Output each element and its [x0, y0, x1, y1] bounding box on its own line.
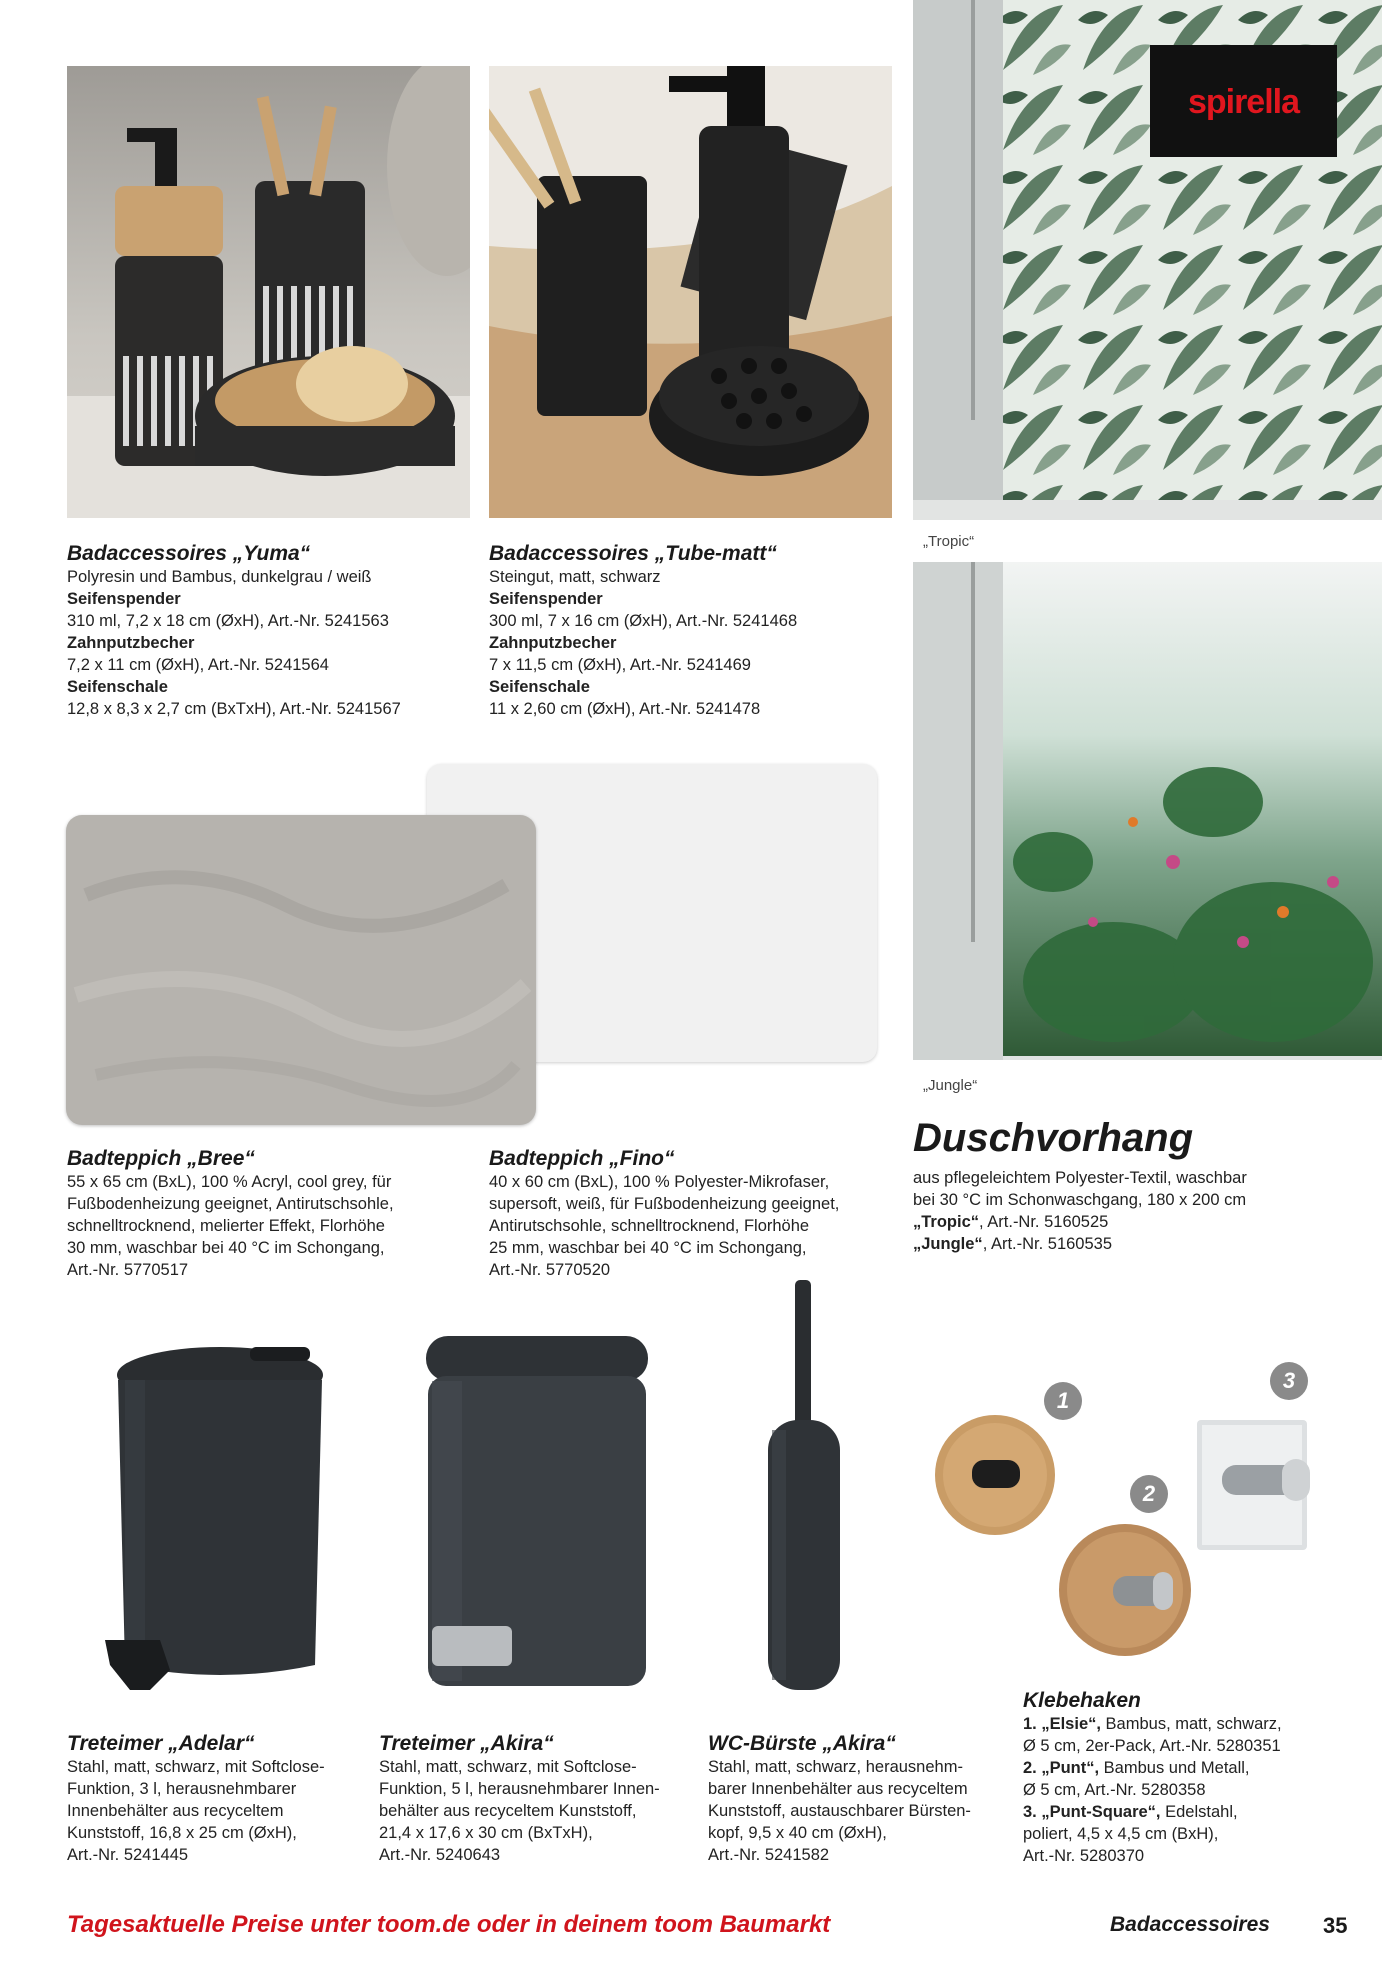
fino-line-4: Art.-Nr. 5770520 — [489, 1261, 611, 1279]
yuma-line-1: Seifenspender — [67, 590, 181, 608]
fino-line-2: Antirutschsohle, schnelltrocknend, Florhöhe — [489, 1217, 810, 1235]
akira-bin-photo — [418, 1336, 658, 1701]
bree-line-2: schnelltrocknend, melierter Effekt, Florhöhe — [67, 1217, 385, 1235]
fino-text — [489, 1147, 889, 1281]
akira-bin-line-0: Stahl, matt, schwarz, mit Softclose- — [379, 1758, 637, 1776]
adelar-text — [67, 1732, 367, 1866]
fino-desc — [489, 1171, 889, 1281]
klebehaken-desc — [1023, 1713, 1363, 1867]
bree-line-1: Fußbodenheizung geeignet, Antirutschsohle, — [67, 1195, 394, 1213]
yuma-line-5: Seifenschale — [67, 678, 168, 696]
tube-desc — [489, 566, 889, 720]
akira-brush-title: WC-Bürste „Akira“ — [708, 1732, 896, 1755]
adelar-desc — [67, 1756, 367, 1866]
akira-brush-line-2: Kunststoff, austauschbarer Bürsten- — [708, 1802, 971, 1820]
klebehaken-line-0 — [1023, 1713, 1363, 1735]
duschvorhang-line-1: bei 30 °C im Schonwaschgang, 180 x 200 cm — [913, 1191, 1247, 1209]
punt-square-name: 3. „Punt-Square“, — [1023, 1803, 1161, 1821]
klebehaken-text — [1023, 1689, 1363, 1867]
adelar-bin-photo — [100, 1345, 340, 1700]
jungle-curtain-photo — [913, 562, 1382, 1060]
jungle-artnr: , Art.-Nr. 5160535 — [982, 1235, 1113, 1253]
akira-brush-line-0: Stahl, matt, schwarz, herausnehm- — [708, 1758, 963, 1776]
tube-line-0: Steingut, matt, schwarz — [489, 568, 661, 586]
akira-bin-desc — [379, 1756, 689, 1866]
elsie-desc: Bambus, matt, schwarz, — [1100, 1715, 1282, 1733]
punt-square-hook-photo — [1192, 1415, 1317, 1555]
footer-price-note: Tagesaktuelle Preise unter toom.de oder in deinem toom Baumarkt — [67, 1911, 831, 1938]
duschvorhang-desc — [913, 1167, 1373, 1255]
page-number: 35 — [1323, 1913, 1348, 1938]
jungle-name: „Jungle“ — [913, 1235, 983, 1253]
adelar-line-4: Art.-Nr. 5241445 — [67, 1846, 189, 1864]
akira-brush-line-4: Art.-Nr. 5241582 — [708, 1846, 830, 1864]
yuma-line-4: 7,2 x 11 cm (ØxH), Art.-Nr. 5241564 — [67, 656, 329, 674]
hook-badge-2: 2 — [1130, 1475, 1168, 1513]
akira-bin-title: Treteimer „Akira“ — [379, 1732, 554, 1755]
yuma-line-0: Polyresin und Bambus, dunkelgrau / weiß — [67, 568, 372, 586]
akira-brush-photo — [760, 1280, 850, 1700]
tube-line-5: Seifenschale — [489, 678, 590, 696]
hook-badge-1: 1 — [1044, 1382, 1082, 1420]
tropic-artnr: , Art.-Nr. 5160525 — [979, 1213, 1109, 1231]
akira-brush-text — [708, 1732, 1008, 1866]
akira-bin-line-1: Funktion, 5 l, herausnehmbarer Innen- — [379, 1780, 660, 1798]
bree-desc — [67, 1171, 467, 1281]
adelar-title: Treteimer „Adelar“ — [67, 1732, 255, 1755]
punt-square-desc: Edelstahl, — [1160, 1803, 1238, 1821]
punt-desc: Bambus und Metall, — [1099, 1759, 1250, 1777]
fino-line-1: supersoft, weiß, für Fußbodenheizung geeignet, — [489, 1195, 840, 1213]
klebehaken-line-2 — [1023, 1757, 1363, 1779]
duschvorhang-text — [913, 1115, 1373, 1255]
duschvorhang-line-3 — [913, 1233, 1373, 1255]
yuma-line-3: Zahnputzbecher — [67, 634, 195, 652]
akira-bin-line-3: 21,4 x 17,6 x 30 cm (BxTxH), — [379, 1824, 593, 1842]
tube-line-1: Seifenspender — [489, 590, 603, 608]
klebehaken-line-6: Art.-Nr. 5280370 — [1023, 1847, 1145, 1865]
jungle-caption: „Jungle“ — [923, 1077, 978, 1094]
tube-line-3: Zahnputzbecher — [489, 634, 617, 652]
tube-matt-photo — [489, 66, 892, 518]
klebehaken-line-5: poliert, 4,5 x 4,5 cm (BxH), — [1023, 1825, 1219, 1843]
akira-bin-line-4: Art.-Nr. 5240643 — [379, 1846, 501, 1864]
yuma-title: Badaccessoires „Yuma“ — [67, 542, 311, 565]
klebehaken-line-3: Ø 5 cm, Art.-Nr. 5280358 — [1023, 1781, 1206, 1799]
klebehaken-title: Klebehaken — [1023, 1689, 1141, 1712]
klebehaken-line-4 — [1023, 1801, 1363, 1823]
tube-title: Badaccessoires „Tube-matt“ — [489, 542, 777, 565]
punt-name: 2. „Punt“, — [1023, 1759, 1100, 1777]
tropic-name: „Tropic“ — [913, 1213, 980, 1231]
tube-text — [489, 542, 889, 720]
duschvorhang-line-2 — [913, 1211, 1373, 1233]
klebehaken-line-1: Ø 5 cm, 2er-Pack, Art.-Nr. 5280351 — [1023, 1737, 1281, 1755]
adelar-line-2: Innenbehälter aus recyceltem — [67, 1802, 284, 1820]
adelar-line-0: Stahl, matt, schwarz, mit Softclose- — [67, 1758, 325, 1776]
bree-line-4: Art.-Nr. 5770517 — [67, 1261, 189, 1279]
adelar-line-3: Kunststoff, 16,8 x 25 cm (ØxH), — [67, 1824, 297, 1842]
hook-badge-3: 3 — [1270, 1362, 1308, 1400]
fino-line-0: 40 x 60 cm (BxL), 100 % Polyester-Mikrofaser, — [489, 1173, 830, 1191]
yuma-desc — [67, 566, 467, 720]
akira-brush-line-3: kopf, 9,5 x 40 cm (ØxH), — [708, 1824, 887, 1842]
punt-hook-photo — [1055, 1520, 1195, 1660]
duschvorhang-title: Duschvorhang — [913, 1116, 1194, 1160]
elsie-name: 1. „Elsie“, — [1023, 1715, 1101, 1733]
duschvorhang-line-0: aus pflegeleichtem Polyester-Textil, waschbar — [913, 1169, 1247, 1187]
fino-line-3: 25 mm, waschbar bei 40 °C im Schongang, — [489, 1239, 807, 1257]
bree-line-3: 30 mm, waschbar bei 40 °C im Schongang, — [67, 1239, 385, 1257]
footer-section: Badaccessoires — [1110, 1913, 1270, 1936]
tube-line-6: 11 x 2,60 cm (ØxH), Art.-Nr. 5241478 — [489, 700, 761, 718]
yuma-line-6: 12,8 x 8,3 x 2,7 cm (BxTxH), Art.-Nr. 5241567 — [67, 700, 401, 718]
bree-mat-photo — [66, 815, 536, 1125]
bree-title: Badteppich „Bree“ — [67, 1147, 255, 1170]
tube-line-2: 300 ml, 7 x 16 cm (ØxH), Art.-Nr. 5241468 — [489, 612, 798, 630]
akira-bin-line-2: behälter aus recyceltem Kunststoff, — [379, 1802, 637, 1820]
spirella-logo-text: spirella — [1187, 83, 1300, 121]
yuma-photo — [67, 66, 470, 518]
bree-line-0: 55 x 65 cm (BxL), 100 % Acryl, cool grey, für — [67, 1173, 392, 1191]
spirella-logo — [1150, 45, 1337, 157]
yuma-text — [67, 542, 467, 720]
yuma-line-2: 310 ml, 7,2 x 18 cm (ØxH), Art.-Nr. 5241563 — [67, 612, 389, 630]
adelar-line-1: Funktion, 3 l, herausnehmbarer — [67, 1780, 297, 1798]
tube-line-4: 7 x 11,5 cm (ØxH), Art.-Nr. 5241469 — [489, 656, 751, 674]
tropic-caption: „Tropic“ — [923, 533, 975, 550]
bree-text — [67, 1147, 467, 1281]
akira-brush-line-1: barer Innenbehälter aus recyceltem — [708, 1780, 968, 1798]
akira-bin-text — [379, 1732, 689, 1866]
akira-brush-desc — [708, 1756, 1008, 1866]
fino-title: Badteppich „Fino“ — [489, 1147, 675, 1170]
elsie-hook-photo — [930, 1410, 1060, 1540]
